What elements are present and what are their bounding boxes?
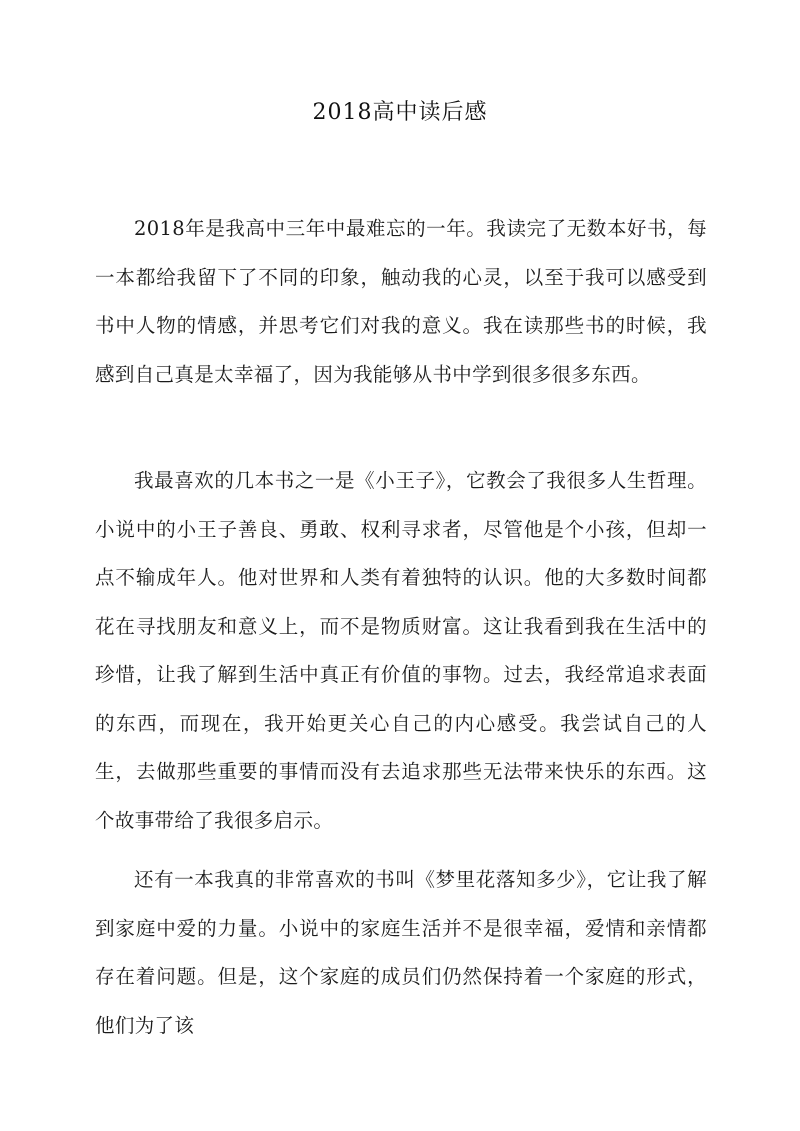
document-title: 2018高中读后感 bbox=[312, 100, 488, 125]
paragraph-3: 还有一本我真的非常喜欢的书叫《梦里花落知多少》，它让我了解到家庭中爱的力量。小说中的家庭生活并不是很幸福，爱情和亲情都存在着问题。但是，这个家庭的成员们仍然保持着一个家庭的形式，他们为了该 bbox=[95, 868, 707, 1037]
paragraph-1: 2018年是我高中三年中最难忘的一年。我读完了无数本好书，每一本都给我留下了不同的印象，触动我的心灵，以至于我可以感受到书中人物的情感，并思考它们对我的意义。我在读那些书的时候，我感到自己真是太幸福了，因为我能够从书中学到很多很多东西。 bbox=[95, 217, 707, 386]
paragraph-2: 我最喜欢的几本书之一是《小王子》，它教会了我很多人生哲理。小说中的小王子善良、勇敢、权利寻求者，尽管他是个小孩，但却一点不输成年人。他对世界和人类有着独特的认识。他的大多数时间都花在寻找朋友和意义上，而不是物质财富。这让我看到我在生活中的珍惜，让我了解到生活中真正有价值的事物。过去，我经常追求表面的东西，而现在，我开始更关心自己的内心感受。我尝试自己的人生，去做那些重要的事情而没有去追求那些无法带来快乐的东西。这个故事带给了我很多启示。 bbox=[95, 469, 707, 832]
